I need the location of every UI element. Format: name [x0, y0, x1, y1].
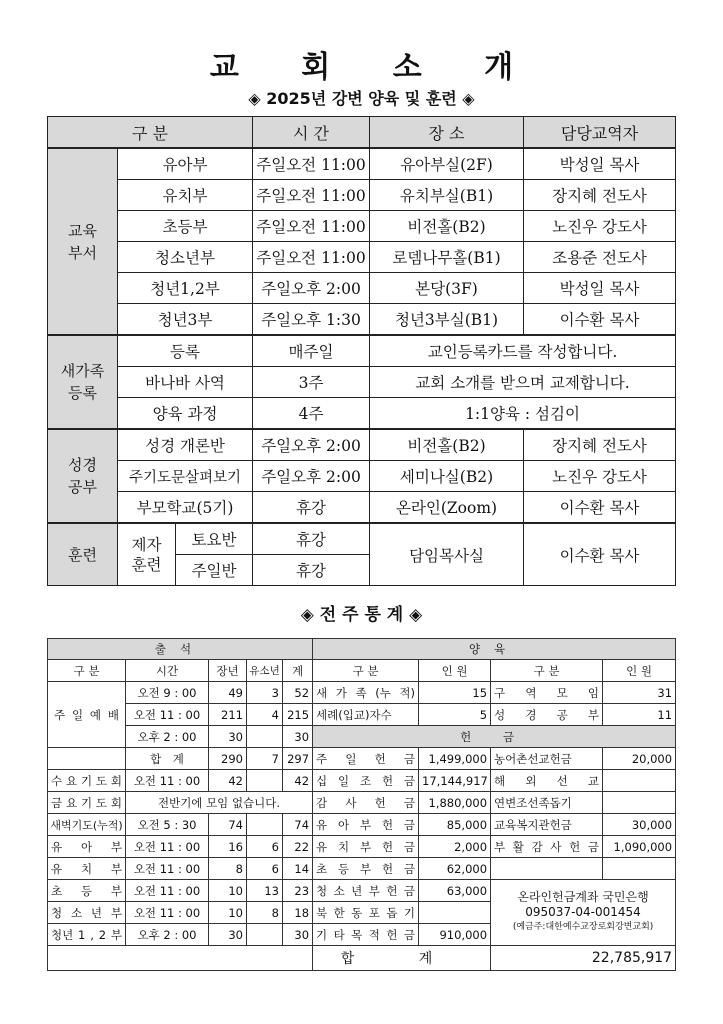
program-table-header: [48, 117, 676, 149]
offering-amount: 2,000: [419, 836, 491, 858]
att-label: 초 등 부: [48, 880, 126, 902]
att-adult: 8: [209, 858, 247, 880]
offering-label: 유 아 부 헌 금: [313, 814, 419, 836]
nurture-count: 5: [419, 704, 491, 726]
att-youth: 8: [247, 902, 283, 924]
offering-label: [491, 858, 603, 880]
class-time: 주일오후 2:00: [253, 429, 370, 461]
att-youth: [247, 770, 283, 792]
offering-label: 농어촌선교헌금: [491, 748, 603, 770]
att-adult: 49: [209, 682, 247, 704]
offering-amount: 17,144,917: [419, 770, 491, 792]
att-total: 18: [283, 902, 313, 924]
att-time: 오전 11 : 00: [126, 770, 209, 792]
offering-amount: 1,499,000: [419, 748, 491, 770]
table-row: [48, 704, 676, 726]
att-time: 오전 5 : 30: [126, 814, 209, 836]
att-adult: 290: [209, 748, 247, 770]
table-row: [48, 792, 676, 814]
empty-cell: [48, 946, 313, 971]
offering-amount: 85,000: [419, 814, 491, 836]
table-row: [48, 211, 676, 242]
offering-amount: [419, 902, 491, 924]
offering-amount: 62,000: [419, 858, 491, 880]
att-youth: 6: [247, 836, 283, 858]
col-header: 계: [283, 660, 313, 682]
att-label: 유 아 부: [48, 836, 126, 858]
att-total: 52: [283, 682, 313, 704]
col-header: 구 분: [313, 660, 419, 682]
col-header: 구 분: [491, 660, 603, 682]
dept-time: 주일오전 11:00: [253, 242, 370, 273]
program-table: [47, 116, 676, 586]
dept-place: 로뎀나무홀(B1): [370, 242, 524, 273]
att-label: 새벽기도(누적): [48, 814, 126, 836]
step-period: 3주: [253, 367, 370, 398]
class-staff: 이수환 목사: [524, 492, 676, 524]
table-row: [48, 770, 676, 792]
offering-amount: 20,000: [603, 748, 676, 770]
table-row: [48, 148, 676, 180]
total-value: 22,785,917: [491, 946, 676, 971]
col-header: 구 분: [48, 660, 126, 682]
nurture-header: 양육: [313, 639, 676, 660]
att-time: 오전 9 : 00: [126, 682, 209, 704]
step-desc: 1:1양육 : 섬김이: [370, 398, 676, 430]
att-adult: 30: [209, 924, 247, 946]
att-total: 23: [283, 880, 313, 902]
page-title: 교 회 소 개: [209, 50, 540, 85]
step-period: 매주일: [253, 335, 370, 367]
class-time: 주일오후 2:00: [253, 461, 370, 492]
dept-staff: 이수환 목사: [524, 304, 676, 336]
dept-place: 본당(3F): [370, 273, 524, 304]
dept-time: 주일오전 11:00: [253, 211, 370, 242]
offering-label: 기 타 목 적 헌 금: [313, 924, 419, 946]
dept-time: 주일오전 11:00: [253, 180, 370, 211]
dept-staff: 장지혜 전도사: [524, 180, 676, 211]
table-row: [48, 880, 676, 902]
att-total: 42: [283, 770, 313, 792]
class-place: 비전홀(B2): [370, 429, 524, 461]
table-row: [48, 836, 676, 858]
att-time: 오전 11 : 00: [126, 836, 209, 858]
att-total: 14: [283, 858, 313, 880]
table-row: [48, 273, 676, 304]
bank-account-number: 095037-04-001454: [525, 905, 641, 919]
offering-label: 감 사 헌 금: [313, 792, 419, 814]
att-total: 74: [283, 814, 313, 836]
dept-name: 청년1,2부: [118, 273, 253, 304]
att-youth: [247, 814, 283, 836]
offering-label: 북 한 동 포 돕 기: [313, 902, 419, 924]
table-row: [48, 335, 676, 367]
table-row: [48, 398, 676, 430]
step-desc: 교인등록카드를 작성합니다.: [370, 335, 676, 367]
att-adult: 30: [209, 726, 247, 748]
offering-amount: [603, 770, 676, 792]
col-header: 인 원: [603, 660, 676, 682]
nurture-label: 새 가 족 (누 적): [313, 682, 419, 704]
table-row: [48, 814, 676, 836]
att-adult: 16: [209, 836, 247, 858]
att-youth: [247, 924, 283, 946]
training-staff: 이수환 목사: [524, 523, 676, 586]
stats-title: ◈ 전 주 통 계 ◈: [300, 605, 423, 625]
att-time: 오전 11 : 00: [126, 704, 209, 726]
att-time: 오전 11 : 00: [126, 858, 209, 880]
att-time: 오후 2 : 00: [126, 924, 209, 946]
dept-staff: 노진우 강도사: [524, 211, 676, 242]
step-period: 4주: [253, 398, 370, 430]
dept-name: 유아부: [118, 148, 253, 180]
class-place: 온라인(Zoom): [370, 492, 524, 524]
dept-staff: 박성일 목사: [524, 273, 676, 304]
bank-name: 온라인헌금계좌 국민은행: [517, 890, 649, 904]
stats-header-cols: [48, 660, 676, 682]
empty-cell: [48, 748, 126, 770]
attendance-header: 출석: [48, 639, 313, 660]
discipleship-label: 제자 훈련: [118, 523, 176, 586]
nurture-count: 31: [603, 682, 676, 704]
att-time: 오전 11 : 00: [126, 902, 209, 924]
class-name: 주기도문살펴보기: [118, 461, 253, 492]
att-label: 수 요 기 도 회: [48, 770, 126, 792]
att-youth: 3: [247, 682, 283, 704]
att-label: 금 요 기 도 회: [48, 792, 126, 814]
header-time: 시 간: [253, 117, 370, 149]
stats-header-top: [48, 639, 676, 660]
table-row: [48, 523, 676, 555]
online-offering-account: [491, 880, 676, 946]
group-bible-study: 성경 공부: [48, 429, 118, 523]
page-subtitle: ◈ 2025년 강변 양육 및 훈련 ◈: [248, 89, 475, 108]
dept-time: 주일오후 2:00: [253, 273, 370, 304]
att-youth: 13: [247, 880, 283, 902]
nurture-label: 성 경 공 부: [491, 704, 603, 726]
col-header: 시간: [126, 660, 209, 682]
att-sum-label: 합 계: [126, 748, 209, 770]
table-row: [48, 367, 676, 398]
col-header: 유소년: [247, 660, 283, 682]
att-youth: 4: [247, 704, 283, 726]
att-label: 청 소 년 부: [48, 902, 126, 924]
att-youth: [247, 726, 283, 748]
nurture-label: 구 역 모 임: [491, 682, 603, 704]
dept-name: 청년3부: [118, 304, 253, 336]
dept-place: 비전홀(B2): [370, 211, 524, 242]
training-place: 담임목사실: [370, 523, 524, 586]
total-label: 합 계: [313, 946, 491, 971]
class-staff: 노진우 강도사: [524, 461, 676, 492]
offering-label: 초 등 부 헌 금: [313, 858, 419, 880]
table-row: [48, 242, 676, 273]
dept-staff: 조용준 전도사: [524, 242, 676, 273]
att-time: 오전 11 : 00: [126, 880, 209, 902]
offering-amount: [603, 858, 676, 880]
friday-note: 전반기에 모임 없습니다.: [126, 792, 313, 814]
att-time: 오후 2 : 00: [126, 726, 209, 748]
att-total: 30: [283, 924, 313, 946]
table-row: [48, 304, 676, 336]
table-row: [48, 748, 676, 770]
table-row: [48, 858, 676, 880]
offering-amount: 1,090,000: [603, 836, 676, 858]
bank-account-holder: (예금주:대한예수교장로회강변교회): [512, 922, 654, 932]
offering-label: 주 일 헌 금: [313, 748, 419, 770]
offering-label: 교육복지관헌금: [491, 814, 603, 836]
att-youth: 7: [247, 748, 283, 770]
offering-amount: 910,000: [419, 924, 491, 946]
col-header: 장년: [209, 660, 247, 682]
step-desc: 교회 소개를 받으며 교제합니다.: [370, 367, 676, 398]
offering-label: 청 소 년 부 헌 금: [313, 880, 419, 902]
offering-label: 유 치 부 헌 금: [313, 836, 419, 858]
training-class: 주일반: [176, 555, 253, 586]
header-place: 장 소: [370, 117, 524, 149]
att-total: 22: [283, 836, 313, 858]
nurture-count: 11: [603, 704, 676, 726]
group-education: 교육 부서: [48, 148, 118, 335]
step-name: 양육 과정: [118, 398, 253, 430]
att-label: 유 치 부: [48, 858, 126, 880]
att-adult: 10: [209, 902, 247, 924]
training-time: 휴강: [253, 523, 370, 555]
nurture-label: 세례(입교)자수: [313, 704, 419, 726]
att-adult: 211: [209, 704, 247, 726]
dept-place: 유아부실(2F): [370, 148, 524, 180]
att-total: 215: [283, 704, 313, 726]
offering-amount: 63,000: [419, 880, 491, 902]
col-header: 인 원: [419, 660, 491, 682]
table-row: [48, 682, 676, 704]
dept-place: 유치부실(B1): [370, 180, 524, 211]
offering-header: 헌 금: [313, 726, 676, 748]
step-name: 바나바 사역: [118, 367, 253, 398]
header-staff: 담당교역자: [524, 117, 676, 149]
offering-amount: [603, 792, 676, 814]
dept-name: 청소년부: [118, 242, 253, 273]
group-training: 훈련: [48, 523, 118, 586]
dept-name: 유치부: [118, 180, 253, 211]
att-label: 청년 1 , 2 부: [48, 924, 126, 946]
total-row: [48, 946, 676, 971]
dept-staff: 박성일 목사: [524, 148, 676, 180]
table-row: [48, 429, 676, 461]
att-total: 297: [283, 748, 313, 770]
nurture-count: 15: [419, 682, 491, 704]
step-name: 등록: [118, 335, 253, 367]
header-category: 구 분: [48, 117, 253, 149]
table-row: [48, 492, 676, 524]
offering-amount: 1,880,000: [419, 792, 491, 814]
training-time: 휴강: [253, 555, 370, 586]
dept-time: 주일오전 11:00: [253, 148, 370, 180]
group-new-family: 새가족 등록: [48, 335, 118, 429]
att-adult: 10: [209, 880, 247, 902]
offering-label: 부 활 감 사 헌 금: [491, 836, 603, 858]
sunday-worship-label: 주 일 예 배: [48, 682, 126, 748]
dept-name: 초등부: [118, 211, 253, 242]
class-name: 성경 개론반: [118, 429, 253, 461]
att-youth: 6: [247, 858, 283, 880]
att-total: 30: [283, 726, 313, 748]
att-adult: 42: [209, 770, 247, 792]
stats-table: [47, 638, 676, 971]
class-staff: 장지혜 전도사: [524, 429, 676, 461]
offering-amount: 30,000: [603, 814, 676, 836]
table-row: [48, 461, 676, 492]
class-time: 휴강: [253, 492, 370, 524]
class-place: 세미나실(B2): [370, 461, 524, 492]
class-name: 부모학교(5기): [118, 492, 253, 524]
dept-place: 청년3부실(B1): [370, 304, 524, 336]
offering-label: 연변조선족돕기: [491, 792, 603, 814]
offering-label: 해 외 선 교: [491, 770, 603, 792]
dept-time: 주일오후 1:30: [253, 304, 370, 336]
training-class: 토요반: [176, 523, 253, 555]
att-adult: 74: [209, 814, 247, 836]
offering-label: 십 일 조 헌 금: [313, 770, 419, 792]
table-row: [48, 180, 676, 211]
table-row: [48, 726, 676, 748]
